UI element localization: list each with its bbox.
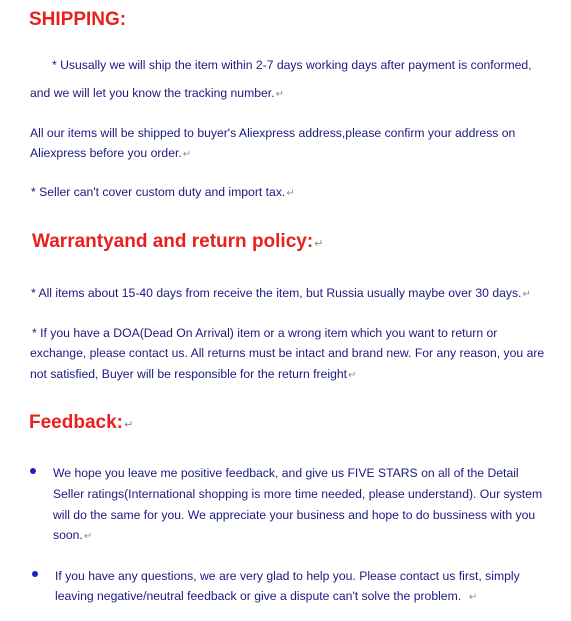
doa-line-3-text: not satisfied, Buyer will be responsible for the return freight — [30, 367, 348, 381]
feedback-heading-text: Feedback: — [29, 412, 123, 433]
paragraph-mark: ↵ — [83, 531, 93, 542]
bullet-2-line-2 — [55, 588, 477, 606]
shipping-line-2-text: and we will let you know the tracking number. — [30, 86, 275, 100]
shipping-line-1 — [52, 57, 532, 73]
bullet-1-line-2 — [53, 486, 542, 502]
shipping-line-1-text: * Ususally we will ship the item within 2-7 days working days after payment is conformed, — [52, 58, 532, 72]
delivery-line-text: * All items about 15-40 days from receive the item, but Russia usually maybe over 30 days. — [31, 286, 522, 300]
customs-line — [31, 184, 295, 202]
bullet-1-line-4 — [53, 527, 92, 545]
paragraph-mark: ↵ — [348, 370, 357, 381]
paragraph-mark: ↵ — [522, 289, 531, 300]
bullet-2-line-1-text: If you have any questions, we are very glad to help you. Please contact us first, simply — [55, 569, 520, 583]
bullet-2-dot — [32, 571, 38, 577]
bullet-1-line-1-text: We hope you leave me positive feedback, and give us FIVE STARS on all of the Detail — [53, 466, 519, 480]
bullet-1-line-1 — [53, 465, 519, 481]
address-line-2-text: Aliexpress before you order. — [30, 146, 182, 160]
bullet-1-line-3 — [53, 507, 535, 523]
paragraph-mark: ↵ — [275, 89, 284, 100]
bullet-1-dot — [30, 468, 36, 474]
address-line-2 — [30, 145, 191, 163]
delivery-line — [31, 285, 531, 303]
paragraph-mark: ↵ — [286, 188, 295, 199]
doa-line-2 — [30, 345, 544, 361]
feedback-heading — [29, 411, 133, 437]
paragraph-mark: ↵ — [314, 238, 324, 250]
paragraph-mark: ↵ — [123, 419, 134, 431]
bullet-2-line-1 — [55, 568, 520, 584]
warranty-heading — [32, 230, 323, 256]
warranty-heading-text: Warrantyand and return policy: — [32, 231, 314, 252]
doa-line-3 — [30, 366, 356, 384]
address-line-1-text: All our items will be shipped to buyer's Aliexpress address,please confirm your address on — [30, 126, 516, 140]
doa-line-1 — [32, 325, 497, 341]
shipping-line-2 — [30, 85, 284, 103]
shipping-heading — [29, 8, 126, 32]
customs-line-text: * Seller can't cover custom duty and import tax. — [31, 185, 286, 199]
paragraph-mark: ↵ — [468, 592, 478, 603]
doa-line-1-text: * If you have a DOA(Dead On Arrival) item or a wrong item which you want to return or — [32, 326, 498, 340]
doa-line-2-text: exchange, please contact us. All returns must be intact and brand new. For any reason, you are — [30, 346, 545, 360]
bullet-1-line-3-text: will do the same for you. We appreciate your business and hope to do bussiness with you — [53, 508, 536, 522]
bullet-1-line-4-text: soon. — [53, 528, 83, 542]
paragraph-mark: ↵ — [182, 149, 192, 160]
address-line-1 — [30, 125, 515, 141]
shipping-heading-text: SHIPPING: — [29, 9, 127, 30]
bullet-1-line-2-text: Seller ratings(International shopping is more time needed, please understand). Our system — [53, 487, 543, 501]
bullet-2-line-2-text: leaving negative/neutral feedback or give a dispute can't solve the problem. — [55, 589, 462, 603]
